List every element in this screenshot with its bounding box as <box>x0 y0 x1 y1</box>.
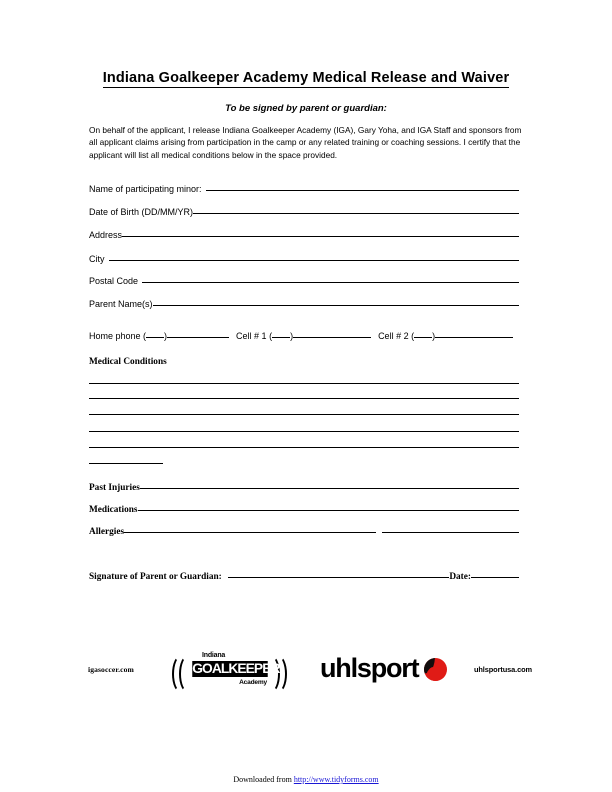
field-cell2-areacode-input[interactable] <box>414 337 432 338</box>
field-address <box>89 230 519 240</box>
field-date-of-birth-label: Date of Birth (DD/MM/YR) <box>89 207 194 217</box>
field-allergies-input-part-2[interactable] <box>382 532 519 533</box>
uhlsport-logo <box>320 653 450 689</box>
field-phone-row <box>89 331 513 341</box>
field-city-label: City <box>89 254 105 264</box>
logo-left-arcs-icon <box>172 655 194 689</box>
medical-conditions-line-3[interactable] <box>89 414 519 415</box>
field-home-phone-input[interactable] <box>167 337 229 338</box>
page-subtitle: To be signed by parent or guardian: <box>225 103 387 114</box>
field-past-injuries-label: Past Injuries <box>89 483 140 493</box>
field-signature-input[interactable] <box>228 577 450 578</box>
logo-indiana-text: Indiana <box>202 652 226 659</box>
field-date-input[interactable] <box>471 577 519 578</box>
page-title-text: Indiana Goalkeeper Academy Medical Release and Waiver <box>102 70 510 86</box>
field-parent-names-input[interactable] <box>153 305 519 306</box>
section-heading-medical-conditions: Medical Conditions <box>89 357 167 367</box>
field-signature-label: Signature of Parent or Guardian: <box>89 572 222 582</box>
uhlsport-sphere-icon <box>424 658 447 681</box>
field-home-phone-areacode-input[interactable] <box>146 337 164 338</box>
field-address-label: Address <box>89 230 123 240</box>
medical-conditions-line-6-partial[interactable] <box>89 463 163 464</box>
field-postal-code-input[interactable] <box>142 282 519 283</box>
iga-website-text: igasoccer.com <box>88 665 134 674</box>
field-cell2-input[interactable] <box>435 337 513 338</box>
field-date-of-birth <box>89 207 519 217</box>
field-past-injuries <box>89 483 519 493</box>
logo-goalkeeper-text: GOALKEEPER <box>192 661 280 676</box>
field-allergies-label: Allergies <box>89 527 125 537</box>
medical-conditions-line-2[interactable] <box>89 398 519 399</box>
field-city-input[interactable] <box>109 260 520 261</box>
uhlsport-website-text: uhlsportusa.com <box>473 665 532 674</box>
logo-academy-text: Academy <box>239 679 267 686</box>
field-past-injuries-input[interactable] <box>140 488 519 489</box>
field-signature-row <box>89 572 519 582</box>
field-medications <box>89 505 519 515</box>
medical-conditions-line-4[interactable] <box>89 431 519 432</box>
field-postal-code-label: Postal Code <box>89 276 139 286</box>
release-paragraph: On behalf of the applicant, I release Indiana Goalkeeper Academy (IGA), Gary Yoha, and IGA Staff and sponsors from all applicant claims arising from participation in the camp or any related training or coaching sessions. I certify that the applicant will list all medical conditions below in the space provided. <box>89 125 522 160</box>
field-cell2-label: Cell # 2 ( <box>378 331 415 341</box>
field-allergies-input-part-1[interactable] <box>124 532 376 533</box>
field-parent-names <box>89 299 519 309</box>
field-home-phone-label: Home phone ( <box>89 331 147 341</box>
field-city <box>89 254 519 264</box>
footer-attribution <box>0 775 612 784</box>
field-address-input[interactable] <box>122 236 519 237</box>
field-postal-code <box>89 276 519 286</box>
indiana-goalkeeper-academy-logo <box>172 651 287 693</box>
footer-prefix-text: Downloaded from <box>233 775 294 784</box>
field-allergies <box>89 527 519 537</box>
field-medications-label: Medications <box>89 505 138 515</box>
field-cell2-paren-close: ) <box>432 331 436 341</box>
field-cell1-label: Cell # 1 ( <box>236 331 273 341</box>
medical-conditions-line-1[interactable] <box>89 383 519 384</box>
sponsor-logo-band <box>80 648 532 698</box>
footer-tidyforms-link[interactable]: http://www.tidyforms.com <box>293 775 379 784</box>
page-title <box>0 70 612 86</box>
field-date-of-birth-input[interactable] <box>193 213 519 214</box>
field-cell1-areacode-input[interactable] <box>272 337 290 338</box>
field-name-of-minor <box>89 184 519 194</box>
field-date-label: Date: <box>449 572 471 582</box>
field-medications-input[interactable] <box>138 510 519 511</box>
field-name-of-minor-label: Name of participating minor: <box>89 184 202 194</box>
field-parent-names-label: Parent Name(s) <box>89 299 153 309</box>
uhlsport-wordmark-text: uhlsport <box>320 653 419 683</box>
field-cell1-input[interactable] <box>293 337 371 338</box>
field-name-of-minor-input[interactable] <box>206 190 519 191</box>
field-cell1-paren-close: ) <box>290 331 294 341</box>
field-home-phone-paren-close: ) <box>164 331 168 341</box>
medical-conditions-line-5[interactable] <box>89 447 519 448</box>
